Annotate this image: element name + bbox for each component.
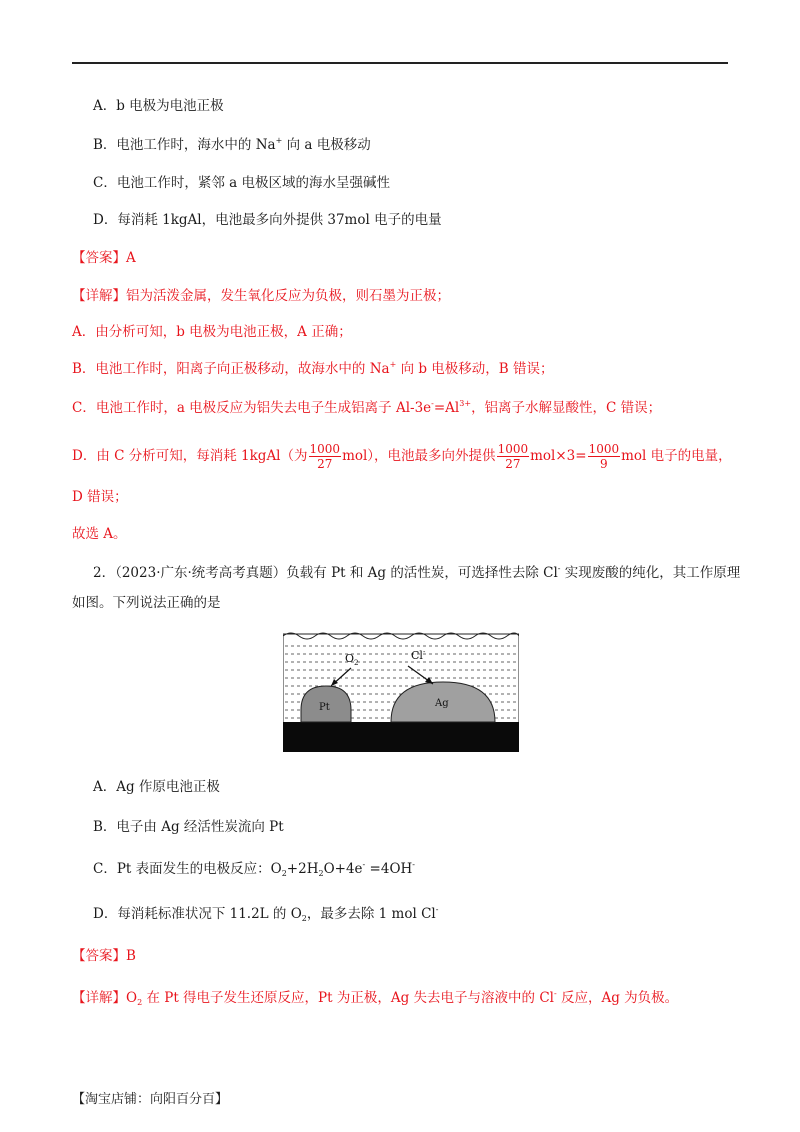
q2-option-c: C．Pt 表面发生的电极反应：$O_2+2H_2O+4e^- =4OH^-$ <box>93 860 415 878</box>
label-cl: Cl- <box>411 648 426 662</box>
fraction: $\frac{1000}{27}$ <box>497 442 529 471</box>
footer-shop: 【淘宝店铺：向阳百分百】 <box>72 1092 229 1107</box>
header-rule <box>72 62 728 64</box>
label-o2: $O_2$ <box>345 652 359 667</box>
q1-option-c: C．电池工作时，紧邻 a 电极区域的海水呈强碱性 <box>93 175 390 191</box>
fraction: $\frac{1000}{27}$ <box>309 442 341 471</box>
electrode-diagram <box>283 630 519 752</box>
q1-option-d: D．每消耗 1kgAl，电池最多向外提供 37mol 电子的电量 <box>93 212 442 228</box>
q1-detail-d: D．由 C 分析可知，每消耗 1kgAl（为 $\frac{1000}{27}$ mol），电池最多向外提供 $\frac{1000}{27}$ mol×3= $\frac{1000}{9}$ mol 电子的电量， <box>72 442 732 471</box>
q2-answer: 【答案】B <box>72 948 136 964</box>
q1-detail-d-cont: D 错误； <box>72 489 128 505</box>
q1-detail-c: C．电池工作时，a 电极反应为铝失去电子生成铝离子 $Al-3e^-=Al^{3+}$，铝离子水解显酸性，C 错误； <box>72 399 662 416</box>
q1-detail-b: B．电池工作时，阳离子向正极移动，故海水中的 Na+ 向 b 电极移动，B 错误； <box>72 360 554 377</box>
q2-detail: 【详解】$O_2$ 在 Pt 得电子发生还原反应，Pt 为正极，Ag 失去电子与溶液中的 Cl- 反应，Ag 为负极。 <box>72 989 679 1007</box>
q2-option-b: B．电子由 Ag 经活性炭流向 Pt <box>93 819 284 835</box>
q2-option-a: A．Ag 作原电池正极 <box>93 779 220 795</box>
q1-detail-head: 【详解】铝为活泼金属，发生氧化反应为负极，则石墨为正极； <box>72 288 450 304</box>
label-ag: Ag <box>435 698 449 709</box>
q1-option-b: B．电池工作时，海水中的 Na+ 向 a 电极移动 <box>93 136 371 153</box>
q1-detail-a: A．由分析可知，b 电极为电池正极，A 正确； <box>72 324 352 340</box>
q2-stem-cont: 如图。下列说法正确的是 <box>72 595 221 611</box>
q2-stem: 2．（2023·广东·统考高考真题）负载有 Pt 和 Ag 的活性炭，可选择性去除 Cl- 实现废酸的纯化，其工作原理 <box>93 564 741 581</box>
label-pt: Pt <box>319 702 330 713</box>
q1-answer: 【答案】A <box>72 250 136 266</box>
fraction: $\frac{1000}{9}$ <box>588 442 620 471</box>
q1-option-a: A．b 电极为电池正极 <box>93 98 224 114</box>
carbon-base <box>283 722 519 752</box>
q2-option-d: D．每消耗标准状况下 11.2L 的 $O_2$，最多去除 1 mol Cl- <box>93 905 439 923</box>
q1-conclusion: 故选 A。 <box>72 526 127 542</box>
